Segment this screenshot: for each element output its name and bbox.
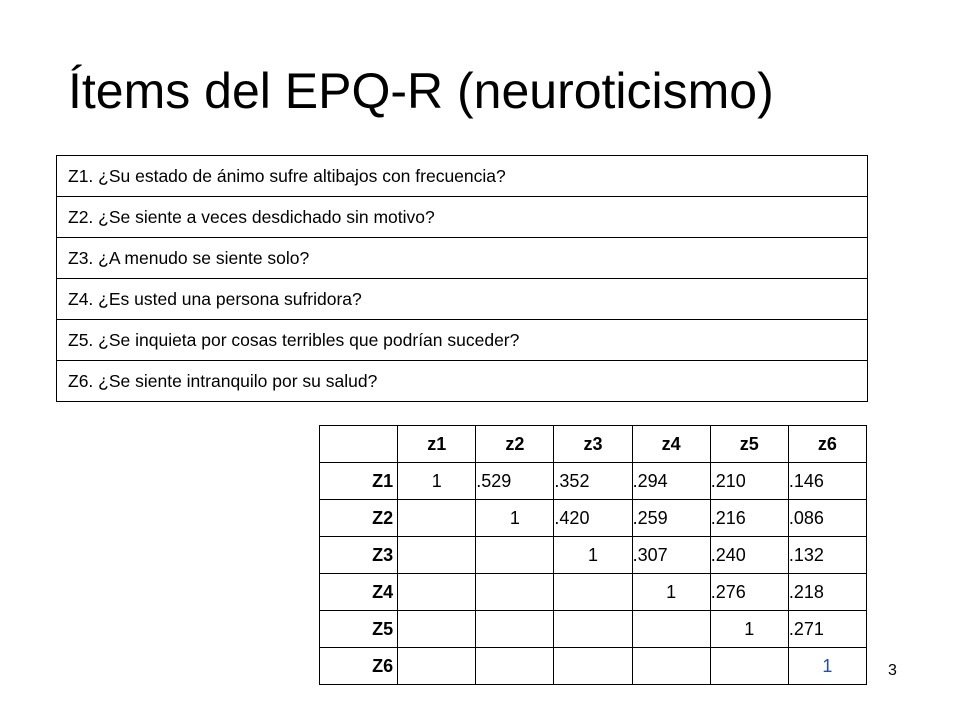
corner-cell bbox=[320, 426, 398, 463]
item-text: Z6. ¿Se siente intranquilo por su salud? bbox=[57, 361, 868, 402]
column-header-z1: z1 bbox=[398, 426, 476, 463]
correlation-cell: .210 bbox=[710, 463, 788, 500]
correlation-cell: .529 bbox=[476, 463, 554, 500]
item-text: Z3. ¿A menudo se siente solo? bbox=[57, 238, 868, 279]
correlation-cell: .216 bbox=[710, 500, 788, 537]
correlation-cell bbox=[554, 611, 632, 648]
slide-title: Ítems del EPQ-R (neuroticismo) bbox=[68, 63, 774, 119]
correlation-cell: .146 bbox=[788, 463, 866, 500]
correlation-cell: .352 bbox=[554, 463, 632, 500]
correlation-cell: 1 bbox=[632, 574, 710, 611]
correlation-table bbox=[319, 425, 867, 685]
row-header: Z2 bbox=[320, 500, 398, 537]
page-number: 3 bbox=[888, 662, 897, 679]
correlation-cell bbox=[398, 611, 476, 648]
correlation-cell bbox=[476, 611, 554, 648]
correlation-row bbox=[320, 648, 867, 685]
correlation-cell bbox=[476, 574, 554, 611]
correlation-row bbox=[320, 463, 867, 500]
column-header-z4: z4 bbox=[632, 426, 710, 463]
correlation-cell bbox=[476, 648, 554, 685]
correlation-row bbox=[320, 611, 867, 648]
correlation-cell bbox=[554, 648, 632, 685]
correlation-cell: .086 bbox=[788, 500, 866, 537]
column-header-z6: z6 bbox=[788, 426, 866, 463]
item-text: Z1. ¿Su estado de ánimo sufre altibajos con frecuencia? bbox=[57, 156, 868, 197]
row-header: Z4 bbox=[320, 574, 398, 611]
item-row bbox=[57, 156, 868, 197]
item-row bbox=[57, 197, 868, 238]
correlation-cell bbox=[632, 648, 710, 685]
correlation-cell: .240 bbox=[710, 537, 788, 574]
correlation-cell bbox=[398, 574, 476, 611]
correlation-cell bbox=[398, 500, 476, 537]
item-text: Z2. ¿Se siente a veces desdichado sin motivo? bbox=[57, 197, 868, 238]
row-header: Z1 bbox=[320, 463, 398, 500]
correlation-cell: .218 bbox=[788, 574, 866, 611]
items-table bbox=[56, 155, 868, 402]
correlation-cell: .271 bbox=[788, 611, 866, 648]
correlation-cell: .294 bbox=[632, 463, 710, 500]
correlation-cell: .276 bbox=[710, 574, 788, 611]
correlation-cell: .259 bbox=[632, 500, 710, 537]
row-header: Z5 bbox=[320, 611, 398, 648]
correlation-cell bbox=[398, 648, 476, 685]
correlation-cell bbox=[398, 537, 476, 574]
item-text: Z5. ¿Se inquieta por cosas terribles que podrían suceder? bbox=[57, 320, 868, 361]
row-header: Z3 bbox=[320, 537, 398, 574]
column-header-z3: z3 bbox=[554, 426, 632, 463]
correlation-cell bbox=[554, 574, 632, 611]
correlation-cell: .307 bbox=[632, 537, 710, 574]
item-row bbox=[57, 320, 868, 361]
correlation-header-row bbox=[320, 426, 867, 463]
correlation-cell-highlighted: 1 bbox=[788, 648, 866, 685]
correlation-cell bbox=[476, 537, 554, 574]
correlation-cell: 1 bbox=[398, 463, 476, 500]
item-row bbox=[57, 238, 868, 279]
item-row bbox=[57, 361, 868, 402]
correlation-row bbox=[320, 500, 867, 537]
correlation-cell bbox=[710, 648, 788, 685]
correlation-cell: 1 bbox=[554, 537, 632, 574]
correlation-row bbox=[320, 537, 867, 574]
column-header-z2: z2 bbox=[476, 426, 554, 463]
correlation-cell bbox=[632, 611, 710, 648]
correlation-cell: .420 bbox=[554, 500, 632, 537]
column-header-z5: z5 bbox=[710, 426, 788, 463]
row-header: Z6 bbox=[320, 648, 398, 685]
correlation-cell: 1 bbox=[476, 500, 554, 537]
item-row bbox=[57, 279, 868, 320]
item-text: Z4. ¿Es usted una persona sufridora? bbox=[57, 279, 868, 320]
correlation-row bbox=[320, 574, 867, 611]
correlation-cell: .132 bbox=[788, 537, 866, 574]
correlation-cell: 1 bbox=[710, 611, 788, 648]
